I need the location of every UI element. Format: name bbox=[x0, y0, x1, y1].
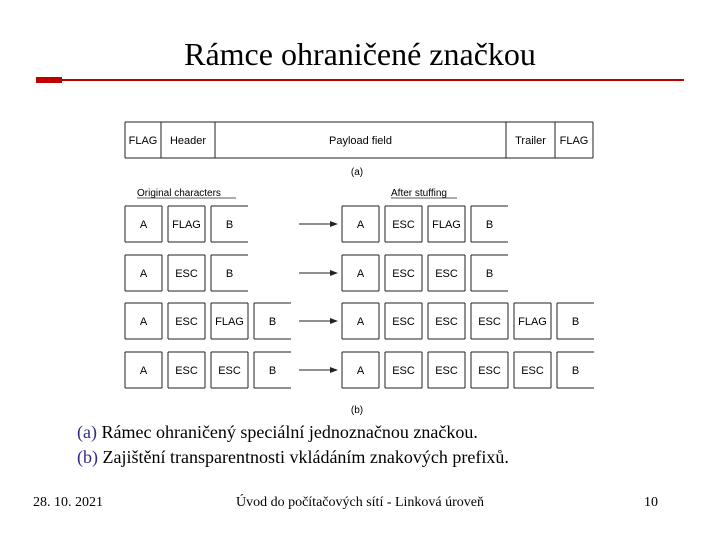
after-cell-esc: ESC bbox=[392, 219, 415, 231]
after-cell-esc: ESC bbox=[478, 365, 501, 377]
caption-line-b bbox=[77, 445, 509, 470]
caption-text-b: Zajištění transparentnosti vkládáním znakových prefixů. bbox=[98, 447, 509, 467]
after-cell-a: A bbox=[356, 268, 365, 280]
caption-tag-b: (b) bbox=[77, 447, 98, 467]
after-cell-esc: ESC bbox=[435, 365, 458, 377]
frame-cell-header: Header bbox=[169, 135, 207, 147]
original-cell-b: B bbox=[225, 219, 234, 231]
after-cell-esc: ESC bbox=[435, 268, 458, 280]
original-cell-b: B bbox=[225, 268, 234, 280]
after-cell-b: B bbox=[485, 268, 494, 280]
frame-cell-flag: FLAG bbox=[559, 135, 589, 147]
original-cell-a: A bbox=[139, 268, 148, 280]
caption-tag-a: (a) bbox=[77, 422, 97, 442]
figure-caption bbox=[77, 420, 509, 470]
after-cell-esc: ESC bbox=[435, 316, 458, 328]
after-cell-a: A bbox=[356, 365, 365, 377]
original-cell-b: B bbox=[268, 316, 277, 328]
frame-cell-flag: FLAG bbox=[128, 135, 158, 147]
original-cell-a: A bbox=[139, 219, 148, 231]
stuffing-arrow-head bbox=[330, 270, 338, 276]
original-cell-flag: FLAG bbox=[172, 219, 201, 231]
after-cell-b: B bbox=[485, 219, 494, 231]
after-cell-esc: ESC bbox=[521, 365, 544, 377]
stuffing-arrow-head bbox=[330, 367, 338, 373]
stuffing-arrow-head bbox=[330, 221, 338, 227]
after-cell-esc: ESC bbox=[392, 316, 415, 328]
figure-label-b: (b) bbox=[350, 405, 364, 416]
after-cell-b: B bbox=[571, 365, 580, 377]
original-characters-heading: Original characters bbox=[137, 188, 221, 199]
original-cell-flag: FLAG bbox=[215, 316, 244, 328]
after-cell-esc: ESC bbox=[392, 365, 415, 377]
after-cell-esc: ESC bbox=[478, 316, 501, 328]
footer-date: 28. 10. 2021 bbox=[33, 495, 103, 510]
footer-course-title: Úvod do počítačových sítí - Linková úroveň bbox=[235, 495, 485, 510]
footer-page-number: 10 bbox=[644, 495, 658, 510]
after-cell-flag: FLAG bbox=[518, 316, 547, 328]
frame-cell-payload-field: Payload field bbox=[329, 135, 392, 147]
after-stuffing-heading: After stuffing bbox=[391, 188, 447, 199]
original-cell-esc: ESC bbox=[175, 268, 198, 280]
after-cell-a: A bbox=[356, 316, 365, 328]
frame-cell-trailer: Trailer bbox=[515, 135, 546, 147]
after-cell-esc: ESC bbox=[392, 268, 415, 280]
original-cell-a: A bbox=[139, 365, 148, 377]
after-cell-a: A bbox=[356, 219, 365, 231]
original-cell-esc: ESC bbox=[218, 365, 241, 377]
caption-line-a bbox=[77, 420, 509, 445]
after-cell-flag: FLAG bbox=[432, 219, 461, 231]
figure-label-a: (a) bbox=[350, 167, 364, 178]
original-cell-b: B bbox=[268, 365, 277, 377]
slide-title: Rámce ohraničené značkou bbox=[184, 36, 536, 72]
stuffing-arrow-head bbox=[330, 318, 338, 324]
original-cell-a: A bbox=[139, 316, 148, 328]
original-cell-esc: ESC bbox=[175, 365, 198, 377]
original-cell-esc: ESC bbox=[175, 316, 198, 328]
after-cell-b: B bbox=[571, 316, 580, 328]
caption-text-a: Rámec ohraničený speciální jednoznačnou značkou. bbox=[96, 422, 478, 442]
